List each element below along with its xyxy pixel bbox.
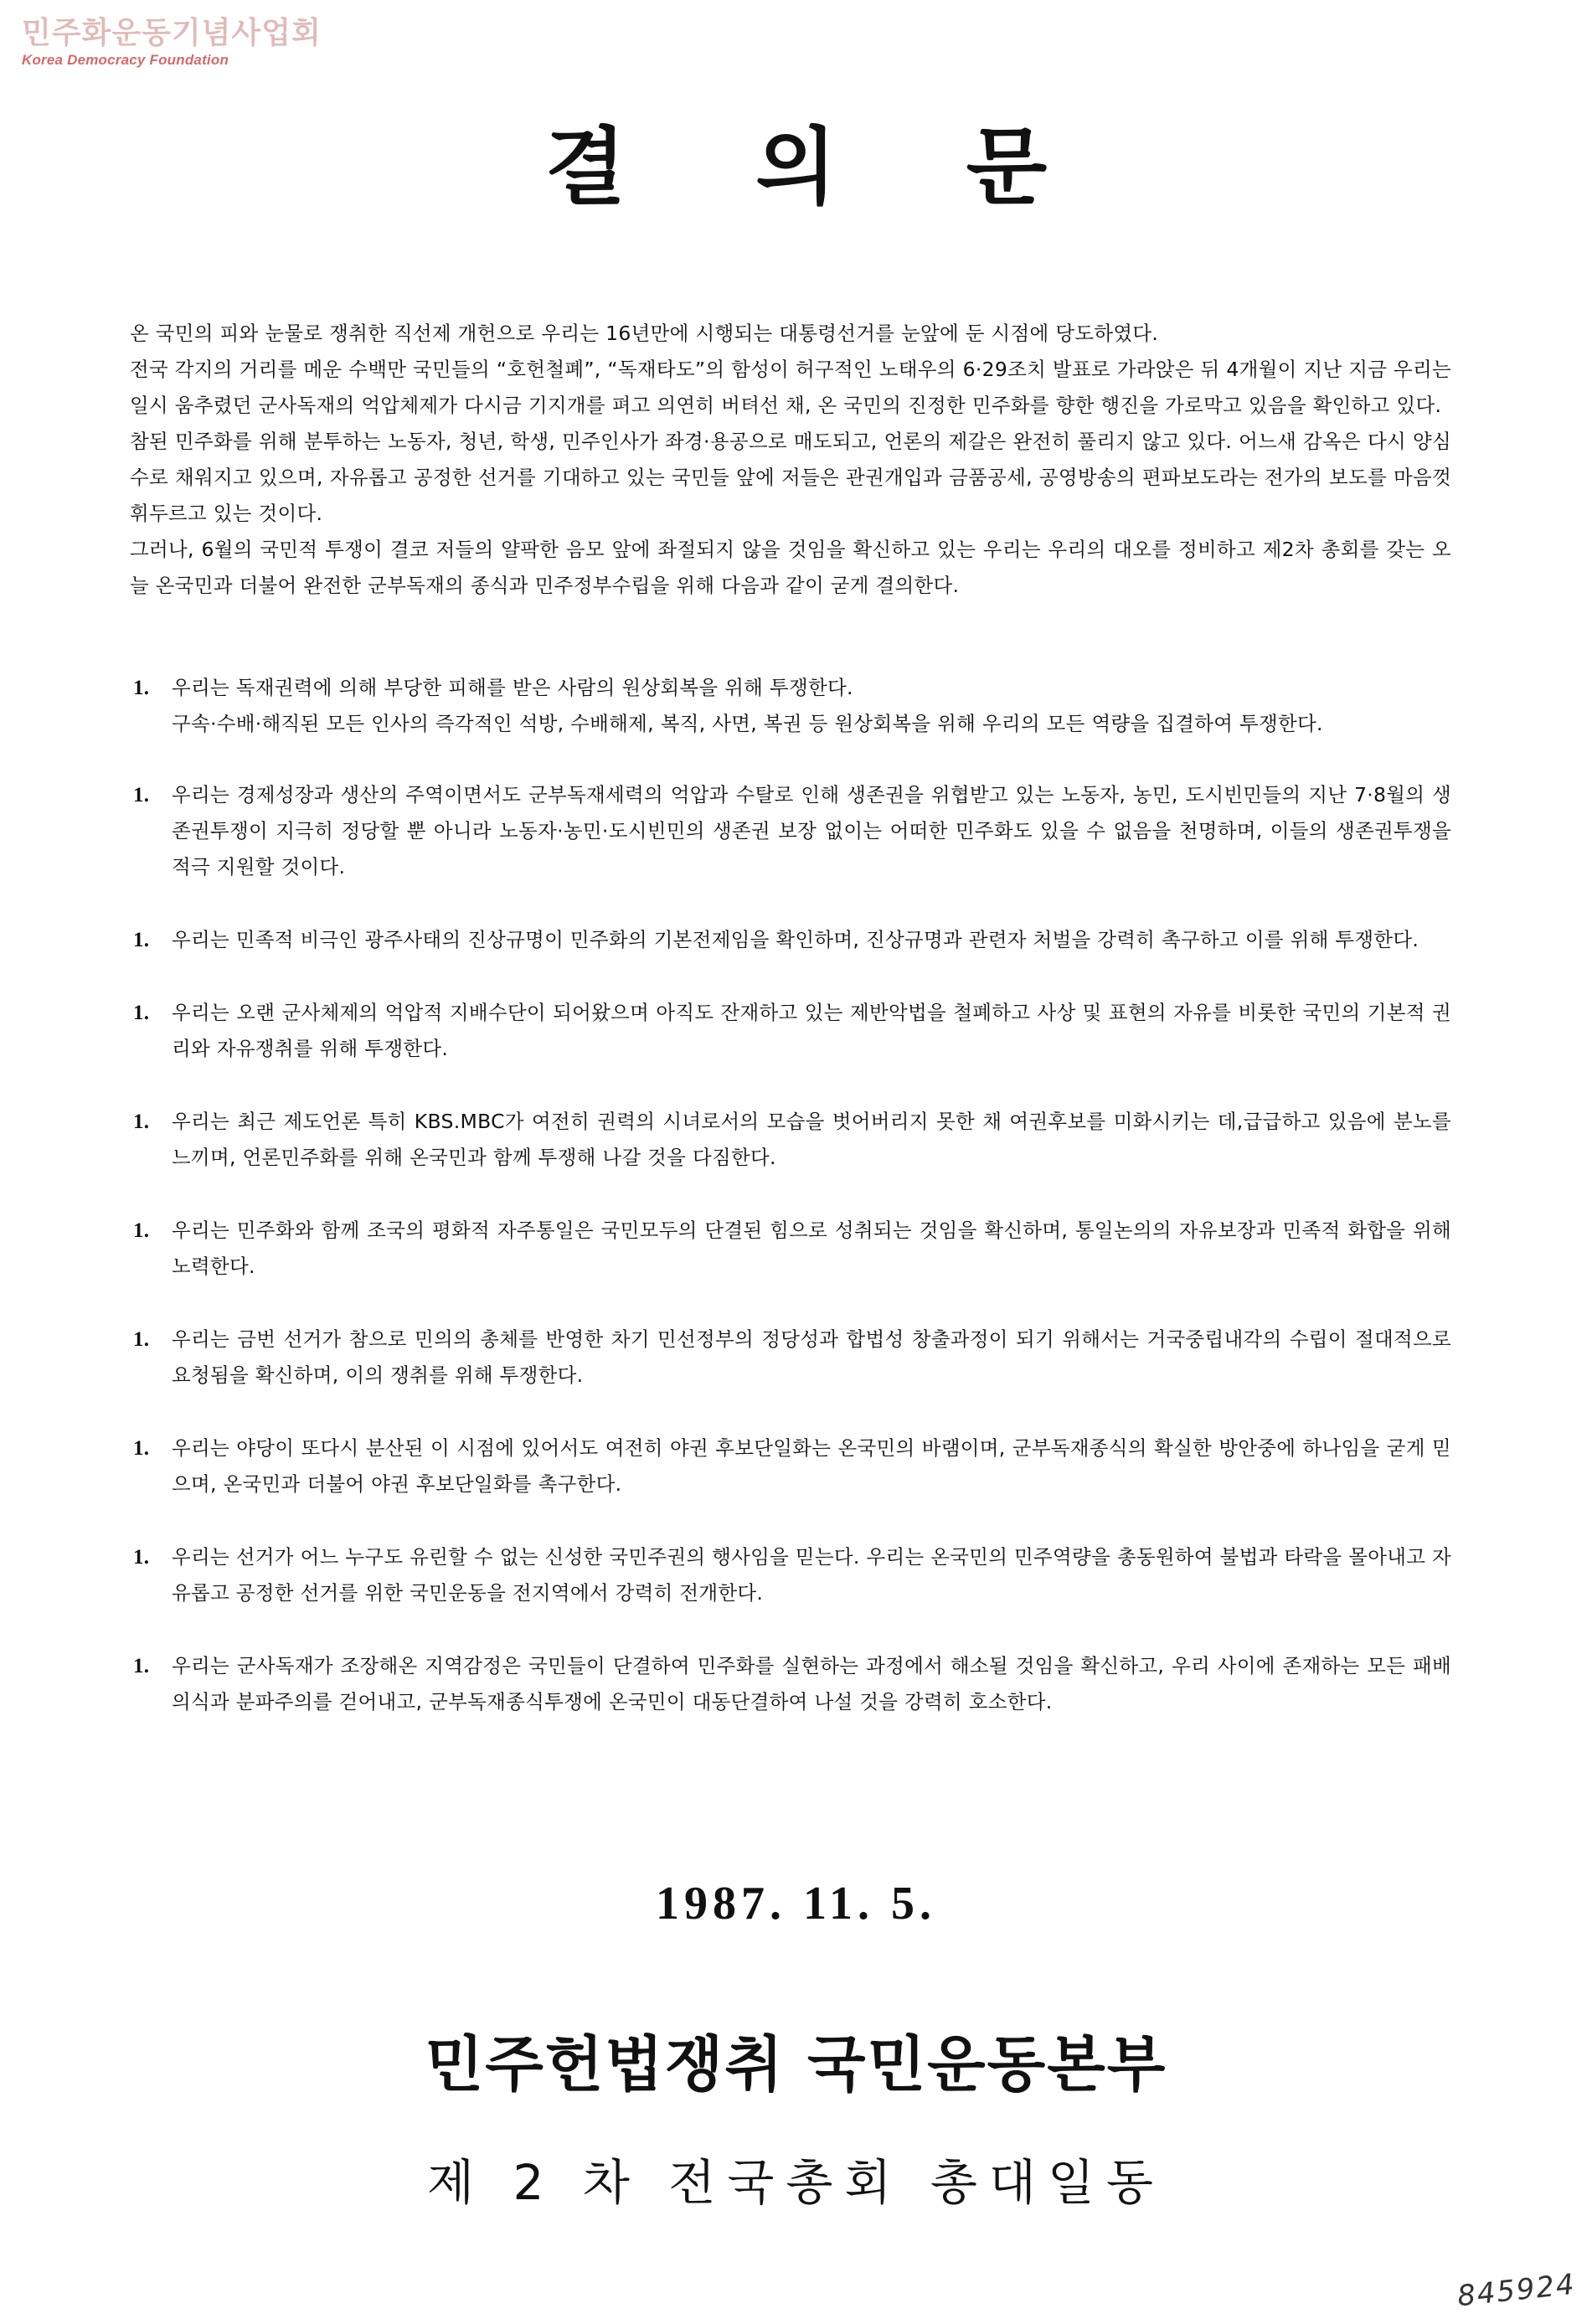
preamble-paragraph: 전국 각지의 거리를 메운 수백만 국민들의 “호헌철폐”, “독재타도”의 함성이 허구적인 노태우의 6·29조치 발표로 가라앉은 뒤 4개월이 지난 지금 우리는 일시 움추렸던 군사독재의 억압체제가 다시금 기지개를 펴고 의연히 버텨선 채, 온 국민의 진정한 민주화를 향한 행진을 가로막고 있음을 확인하고 있다. bbox=[130, 358, 1451, 417]
resolution-item bbox=[130, 922, 1451, 958]
resolution-text: 우리는 경제성장과 생산의 주역이면서도 군부독재세력의 억압과 수탈로 인해 생존권을 위협받고 있는 노동자, 농민, 도시빈민들의 지난 7·8월의 생존권투쟁이 지극히 정당할 뿐 아니라 노동자·농민·도시빈민의 생존권 보장 없이는 어떠한 민주화도 있을 수 없음을 천명하며, 이들의 생존권투쟁을 적극 지원할 것이다. bbox=[172, 783, 1451, 879]
preamble-paragraph: 온 국민의 피와 눈물로 쟁취한 직선제 개헌으로 우리는 16년만에 시행되는 대통령선거를 눈앞에 둔 시점에 당도하였다. bbox=[130, 322, 1159, 345]
resolution-number: 1. bbox=[133, 1219, 150, 1242]
resolution-detail: 구속·수배·해직된 모든 인사의 즉각적인 석방, 수배해제, 복직, 사면, 복권 등 원상회복을 위해 우리의 모든 역량을 집결하여 투쟁한다. bbox=[172, 712, 1323, 735]
resolution-item bbox=[130, 1648, 1451, 1720]
resolution-text: 우리는 야당이 또다시 분산된 이 시점에 있어서도 여전히 야권 후보단일화는 온국민의 바램이며, 군부독재종식의 확실한 방안중에 하나임을 굳게 믿으며, 온국민과 더불어 야권 후보단일화를 촉구한다. bbox=[172, 1436, 1451, 1496]
document-date: 1987. 11. 5. bbox=[656, 1878, 936, 1930]
resolution-number: 1. bbox=[133, 677, 150, 699]
resolution-number: 1. bbox=[133, 929, 150, 951]
foundation-watermark bbox=[22, 15, 322, 69]
resolution-text: 우리는 오랜 군사체제의 억압적 지배수단이 되어왔으며 아직도 잔재하고 있는 제반악법을 철폐하고 사상 및 표현의 자유를 비롯한 국민의 기본적 권리와 자유쟁취를 위해 투쟁한다. bbox=[172, 1001, 1451, 1060]
resolution-item bbox=[130, 1104, 1451, 1176]
watermark-english: Korea Democracy Foundation bbox=[22, 52, 229, 68]
document-title: 결 의 문 bbox=[544, 118, 1098, 216]
resolution-text: 우리는 민족적 비극인 광주사태의 진상규명이 민주화의 기본전제임을 확인하며, 진상규명과 관련자 처벌을 강력히 촉구하고 이를 위해 투쟁한다. bbox=[172, 928, 1419, 951]
resolution-item bbox=[130, 670, 1451, 742]
resolution-number: 1. bbox=[133, 1546, 150, 1569]
resolution-number: 1. bbox=[133, 784, 150, 806]
resolution-text: 우리는 선거가 어느 누구도 유린할 수 없는 신성한 국민주권의 행사임을 믿는다. 우리는 온국민의 민주역량을 총동원하여 불법과 타락을 몰아내고 자유롭고 공정한 선거를 위한 국민운동을 전지역에서 강력히 전개한다. bbox=[172, 1545, 1451, 1605]
archive-number: 845924 bbox=[1455, 2267, 1578, 2314]
resolution-text: 우리는 민주화와 함께 조국의 평화적 자주통일은 국민모두의 단결된 힘으로 성취되는 것임을 확신하며, 통일논의의 자유보장과 민족적 화합을 위해 노력한다. bbox=[172, 1219, 1451, 1278]
resolution-number: 1. bbox=[133, 1110, 150, 1133]
resolution-text: 우리는 금번 선거가 참으로 민의의 총체를 반영한 차기 민선정부의 정당성과 합법성 창출과정이 되기 위해서는 거국중립내각의 수립이 절대적으로 요청됨을 확신하며, 이의 쟁취를 위해 투쟁한다. bbox=[172, 1327, 1451, 1387]
resolution-number: 1. bbox=[133, 1002, 150, 1024]
resolution-list bbox=[130, 670, 1451, 1757]
preamble bbox=[130, 316, 1451, 604]
preamble-paragraph: 그러나, 6월의 국민적 투쟁이 결코 저들의 얄팍한 음모 앞에 좌절되지 않을 것임을 확신하고 있는 우리는 우리의 대오를 정비하고 제2차 총회를 갖는 오늘 온국민과 더불어 완전한 군부독재의 종식과 민주정부수립을 위해 다음과 같이 굳게 결의한다. bbox=[130, 538, 1451, 597]
resolution-number: 1. bbox=[133, 1655, 150, 1677]
resolution-item bbox=[130, 995, 1451, 1067]
resolution-text: 우리는 군사독재가 조장해온 지역감정은 국민들이 단결하여 민주화를 실현하는 과정에서 해소될 것임을 확신하고, 우리 사이에 존재하는 모든 패배의식과 분파주의를 걷어내고, 군부독재종식투쟁에 온국민이 대동단결하여 나설 것을 강력히 호소한다. bbox=[172, 1654, 1451, 1713]
resolution-text: 우리는 독재권력에 의해 부당한 피해를 받은 사람의 원상회복을 위해 투쟁한다. bbox=[172, 676, 853, 699]
watermark-korean: 민주화운동기념사업회 bbox=[22, 16, 322, 50]
resolution-number: 1. bbox=[133, 1437, 150, 1460]
resolution-item bbox=[130, 1539, 1451, 1611]
resolution-text: 우리는 최근 제도언론 특히 KBS.MBC가 여전히 권력의 시녀로서의 모습을 벗어버리지 못한 채 여권후보를 미화시키는 데,급급하고 있음에 분노를 느끼며, 언론민주화를 위해 온국민과 함께 투쟁해 나갈 것을 다짐한다. bbox=[172, 1110, 1451, 1169]
preamble-paragraph: 참된 민주화를 위해 분투하는 노동자, 청년, 학생, 민주인사가 좌경·용공으로 매도되고, 언론의 제갈은 완전히 풀리지 않고 있다. 어느새 감옥은 다시 양심수로 채워지고 있으며, 자유롭고 공정한 선거를 기대하고 있는 국민들 앞에 저들은 관권개입과 금품공세, 공영방송의 편파보도라는 전가의 보도를 마음껏 휘두르고 있는 것이다. bbox=[130, 430, 1451, 525]
resolution-item bbox=[130, 1430, 1451, 1502]
event-signatory: 제 2 차 전국총회 총대일동 bbox=[427, 2154, 1165, 2211]
organization-name: 민주헌법쟁취 국민운동본부 bbox=[425, 2029, 1167, 2100]
resolution-item bbox=[130, 1322, 1451, 1394]
resolution-item bbox=[130, 777, 1451, 885]
resolution-number: 1. bbox=[133, 1328, 150, 1351]
resolution-item bbox=[130, 1213, 1451, 1285]
